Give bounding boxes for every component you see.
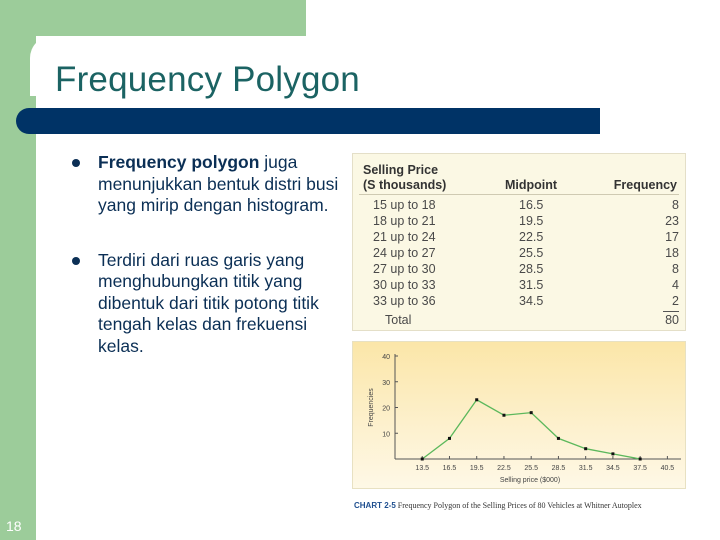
total-rule	[663, 311, 679, 312]
data-point-marker	[421, 458, 424, 461]
y-tick-label: 40	[382, 354, 390, 361]
range-cell: 21 up to 24	[373, 230, 436, 244]
caption-text: Frequency Polygon of the Selling Prices of 80 Vehicles at Whitner Autoplex	[397, 501, 642, 510]
x-tick-label: 40.5	[660, 465, 675, 472]
midpoint-cell: 22.5	[519, 230, 544, 244]
table-row	[353, 294, 685, 310]
x-tick-label: 28.5	[551, 465, 566, 472]
table-row	[353, 198, 685, 214]
header-divider	[359, 194, 679, 195]
frequency-polygon-chart	[352, 341, 686, 489]
y-tick-label: 10	[382, 431, 390, 439]
polygon-line	[422, 400, 640, 459]
table-row	[353, 214, 685, 230]
data-point-marker	[530, 411, 533, 414]
frequency-cell: 4	[672, 278, 679, 292]
frequency-cell: 8	[672, 198, 679, 212]
x-tick-label: 13.5	[415, 465, 430, 472]
frequency-cell: 17	[665, 230, 679, 244]
bullet-dot-icon	[72, 257, 80, 265]
table-row	[353, 262, 685, 278]
bullet-item	[72, 250, 342, 358]
data-point-marker	[584, 447, 587, 450]
data-point-marker	[502, 414, 505, 417]
header-frequency: Frequency	[613, 178, 677, 192]
frequency-cell: 2	[672, 294, 679, 308]
header-line: (S thousands)	[363, 178, 447, 192]
midpoint-cell: 28.5	[519, 262, 544, 276]
range-cell: 24 up to 27	[373, 246, 436, 260]
table-row	[353, 230, 685, 246]
green-header-block	[0, 0, 306, 36]
frequency-cell: 18	[665, 246, 679, 260]
table-row	[353, 278, 685, 294]
chart-caption	[354, 501, 642, 510]
caption-label: CHART 2-5	[354, 501, 396, 510]
frequency-cell: 8	[672, 262, 679, 276]
page-number: 18	[6, 518, 22, 534]
bullet-text: Terdiri dari ruas garis yang menghubungkan titik yang dibentuk dari titik potong titik tengah kelas dan frekuensi kelas.	[98, 249, 319, 356]
range-cell: 33 up to 36	[373, 294, 436, 308]
bullet-item	[72, 152, 342, 217]
range-cell: 18 up to 21	[373, 214, 436, 228]
bullet-bold-text: Frequency polygon	[98, 152, 260, 172]
total-label: Total	[385, 313, 412, 327]
title-underline-bar	[16, 108, 600, 134]
midpoint-cell: 31.5	[519, 278, 544, 292]
slide-title: Frequency Polygon	[55, 60, 360, 99]
header-selling-price	[363, 163, 446, 193]
bullet-list	[72, 152, 342, 390]
midpoint-cell: 34.5	[519, 294, 544, 308]
range-cell: 30 up to 33	[373, 278, 436, 292]
x-tick-label: 37.5	[633, 465, 647, 472]
midpoint-cell: 19.5	[519, 214, 544, 228]
frequency-table	[352, 153, 686, 331]
data-point-marker	[475, 398, 478, 401]
y-tick-label: 30	[382, 379, 390, 387]
table-total-row	[353, 313, 685, 329]
table-row	[353, 246, 685, 262]
x-tick-label: 34.5	[606, 465, 620, 472]
x-tick-label: 19.5	[469, 465, 484, 472]
data-point-marker	[639, 458, 642, 461]
y-tick-label: 20	[382, 405, 390, 413]
bullet-dot-icon	[72, 159, 80, 167]
frequency-cell: 23	[665, 214, 679, 228]
data-point-marker	[611, 452, 614, 455]
x-tick-label: 22.5	[497, 465, 511, 472]
midpoint-cell: 25.5	[519, 246, 544, 260]
data-point-marker	[448, 437, 451, 440]
x-axis-label: Selling price ($000)	[499, 477, 561, 484]
chart-canvas	[353, 342, 687, 490]
bullet-text: juga menunjukkan bentuk distri busi yang mirip dengan histogram.	[98, 152, 339, 215]
total-value: 80	[665, 313, 679, 327]
header-midpoint: Midpoint	[505, 178, 558, 192]
x-tick-label: 31.5	[578, 465, 593, 472]
data-point-marker	[557, 437, 560, 440]
range-cell: 15 up to 18	[373, 198, 436, 212]
midpoint-cell: 16.5	[519, 198, 544, 212]
x-tick-label: 25.5	[524, 465, 539, 472]
x-tick-label: 16.5	[442, 465, 457, 472]
range-cell: 27 up to 30	[373, 262, 436, 276]
y-axis-label: Frequencies	[368, 388, 375, 427]
header-line: Selling Price	[363, 163, 439, 177]
